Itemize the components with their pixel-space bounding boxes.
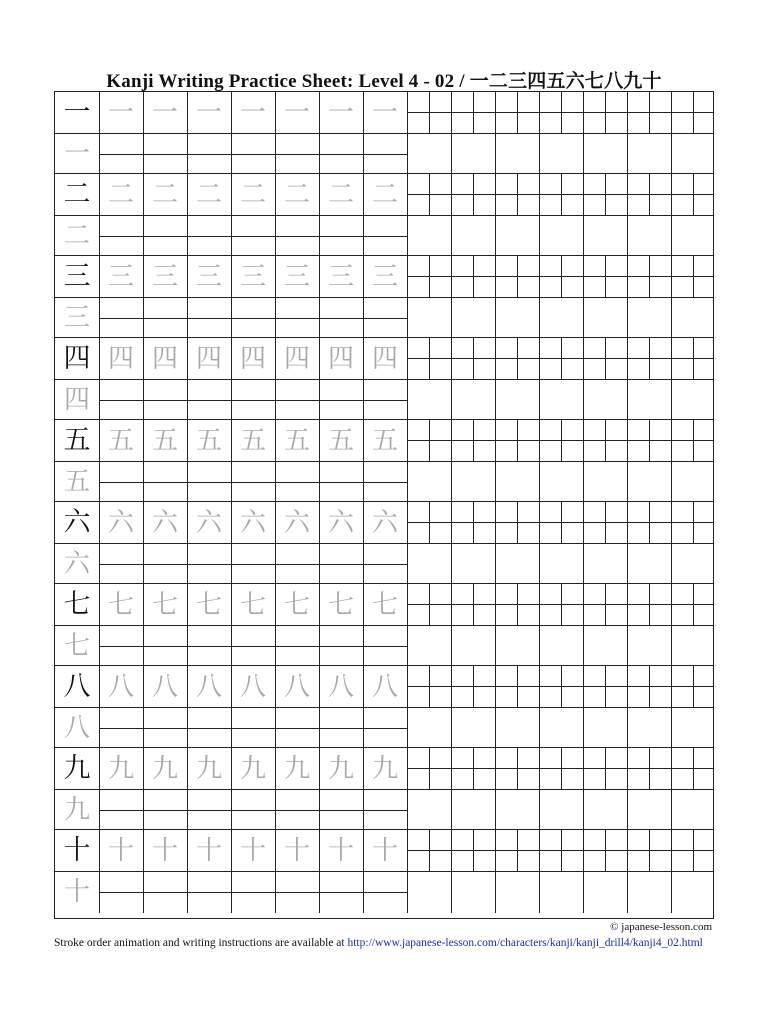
trace-kanji: 七 — [327, 589, 354, 620]
trace-kanji: 六 — [371, 507, 398, 538]
model-kanji: 三 — [63, 261, 91, 292]
trace-kanji: 八 — [327, 671, 354, 702]
trace-kanji: 七 — [239, 589, 266, 620]
trace-kanji: 十 — [195, 835, 222, 866]
trace-kanji: 八 — [371, 671, 398, 702]
practice-row-top — [55, 256, 713, 297]
page-title: Kanji Writing Practice Sheet: Level 4 - 02 / 一二三四五六七八九十 — [106, 71, 662, 92]
trace-kanji: 四 — [195, 343, 222, 374]
kanji-row — [55, 666, 713, 748]
model-kanji: 十 — [63, 835, 91, 866]
trace-kanji: 七 — [151, 589, 178, 620]
trace-kanji: 六 — [327, 507, 354, 538]
trace-kanji: 七 — [63, 630, 90, 661]
trace-kanji: 四 — [371, 343, 398, 374]
practice-row-bottom — [55, 707, 713, 748]
trace-kanji: 十 — [63, 876, 90, 907]
trace-kanji: 五 — [63, 466, 90, 497]
practice-row-top — [55, 748, 713, 789]
practice-row-bottom — [55, 215, 713, 256]
trace-kanji: 八 — [63, 712, 90, 743]
trace-kanji: 七 — [283, 589, 310, 620]
trace-kanji: 二 — [327, 179, 354, 210]
trace-kanji: 二 — [63, 220, 90, 251]
kanji-row — [55, 420, 713, 502]
trace-kanji: 四 — [283, 343, 310, 374]
kanji-row — [55, 502, 713, 584]
copyright-notice: © japanese-lesson.com — [610, 921, 712, 933]
trace-kanji: 四 — [239, 343, 266, 374]
footer-note — [54, 937, 703, 949]
trace-kanji: 八 — [195, 671, 222, 702]
model-kanji: 四 — [63, 343, 91, 374]
trace-kanji: 九 — [151, 753, 178, 784]
trace-kanji: 一 — [327, 97, 354, 128]
trace-kanji: 九 — [63, 794, 90, 825]
trace-kanji: 六 — [107, 507, 134, 538]
trace-kanji: 一 — [63, 138, 90, 169]
trace-kanji: 五 — [195, 425, 222, 456]
trace-kanji: 二 — [239, 179, 266, 210]
practice-row-top — [55, 338, 713, 379]
trace-kanji: 六 — [283, 507, 310, 538]
practice-row-top — [55, 92, 713, 133]
trace-kanji: 三 — [63, 302, 90, 333]
practice-row-bottom — [55, 379, 713, 420]
trace-kanji: 八 — [107, 671, 134, 702]
practice-row-top — [55, 584, 713, 625]
kanji-row — [55, 830, 713, 912]
trace-kanji: 九 — [239, 753, 266, 784]
trace-kanji: 一 — [195, 97, 222, 128]
trace-kanji: 一 — [239, 97, 266, 128]
trace-kanji: 六 — [63, 548, 90, 579]
trace-kanji: 二 — [283, 179, 310, 210]
model-kanji: 五 — [63, 425, 91, 456]
trace-kanji: 六 — [239, 507, 266, 538]
trace-kanji: 九 — [327, 753, 354, 784]
trace-kanji: 五 — [151, 425, 178, 456]
practice-grid — [54, 91, 714, 919]
practice-row-top — [55, 666, 713, 707]
trace-kanji: 六 — [151, 507, 178, 538]
model-kanji: 一 — [63, 97, 91, 128]
trace-kanji: 一 — [371, 97, 398, 128]
practice-row-bottom — [55, 461, 713, 502]
practice-row-bottom — [55, 543, 713, 584]
trace-kanji: 四 — [327, 343, 354, 374]
practice-row-top — [55, 420, 713, 461]
trace-kanji: 五 — [107, 425, 134, 456]
trace-kanji: 二 — [195, 179, 222, 210]
practice-row-bottom — [55, 789, 713, 830]
trace-kanji: 十 — [151, 835, 178, 866]
trace-kanji: 二 — [151, 179, 178, 210]
model-kanji: 二 — [63, 179, 91, 210]
trace-kanji: 一 — [283, 97, 310, 128]
kanji-row — [55, 92, 713, 174]
trace-kanji: 三 — [151, 261, 178, 292]
trace-kanji: 九 — [195, 753, 222, 784]
trace-kanji: 五 — [283, 425, 310, 456]
trace-kanji: 一 — [151, 97, 178, 128]
stroke-order-link[interactable]: http://www.japanese-lesson.com/characters/kanji/kanji_drill4/kanji4_02.html — [347, 937, 703, 949]
trace-kanji: 三 — [195, 261, 222, 292]
practice-row-bottom — [55, 297, 713, 338]
practice-row-bottom — [55, 871, 713, 912]
trace-kanji: 三 — [283, 261, 310, 292]
practice-row-bottom — [55, 133, 713, 174]
trace-kanji: 七 — [195, 589, 222, 620]
kanji-row — [55, 338, 713, 420]
footer-text: Stroke order animation and writing instructions are available at — [54, 937, 348, 949]
trace-kanji: 六 — [195, 507, 222, 538]
trace-kanji: 九 — [371, 753, 398, 784]
trace-kanji: 五 — [371, 425, 398, 456]
trace-kanji: 十 — [283, 835, 310, 866]
trace-kanji: 七 — [371, 589, 398, 620]
trace-kanji: 十 — [107, 835, 134, 866]
kanji-row — [55, 256, 713, 338]
model-kanji: 七 — [63, 589, 91, 620]
trace-kanji: 四 — [107, 343, 134, 374]
model-kanji: 九 — [63, 753, 91, 784]
trace-kanji: 四 — [151, 343, 178, 374]
trace-kanji: 十 — [371, 835, 398, 866]
model-kanji: 八 — [63, 671, 91, 702]
trace-kanji: 三 — [371, 261, 398, 292]
trace-kanji: 二 — [107, 179, 134, 210]
trace-kanji: 十 — [327, 835, 354, 866]
trace-kanji: 三 — [239, 261, 266, 292]
trace-kanji: 九 — [283, 753, 310, 784]
kanji-row — [55, 584, 713, 666]
kanji-row — [55, 748, 713, 830]
trace-kanji: 四 — [63, 384, 90, 415]
kanji-row — [55, 174, 713, 256]
trace-kanji: 八 — [283, 671, 310, 702]
model-kanji: 六 — [63, 507, 91, 538]
trace-kanji: 三 — [327, 261, 354, 292]
trace-kanji: 五 — [239, 425, 266, 456]
trace-kanji: 七 — [107, 589, 134, 620]
trace-kanji: 八 — [239, 671, 266, 702]
trace-kanji: 三 — [107, 261, 134, 292]
trace-kanji: 一 — [107, 97, 134, 128]
practice-row-top — [55, 174, 713, 215]
trace-kanji: 八 — [151, 671, 178, 702]
trace-kanji: 十 — [239, 835, 266, 866]
trace-kanji: 五 — [327, 425, 354, 456]
practice-row-top — [55, 830, 713, 871]
trace-kanji: 九 — [107, 753, 134, 784]
practice-row-top — [55, 502, 713, 543]
trace-kanji: 二 — [371, 179, 398, 210]
practice-row-bottom — [55, 625, 713, 666]
